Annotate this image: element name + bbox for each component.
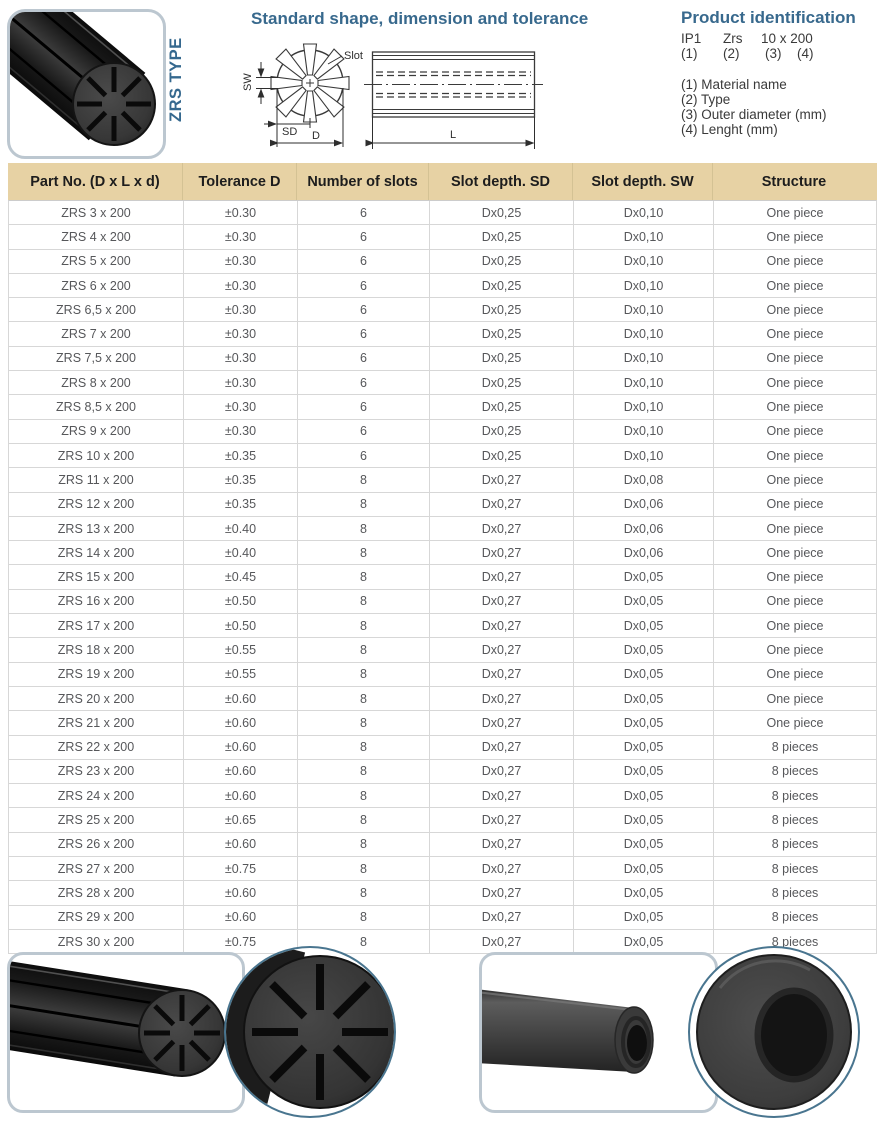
table-cell: ±0.75 xyxy=(184,857,298,880)
table-cell: Dx0,25 xyxy=(430,395,574,418)
column-header: Number of slots xyxy=(297,163,429,200)
table-cell: 8 xyxy=(298,663,430,686)
table-cell: ZRS 15 x 200 xyxy=(9,565,184,588)
photo-panel-slotted-rod xyxy=(7,952,245,1113)
table-row xyxy=(9,201,876,225)
table-row xyxy=(9,322,876,346)
table-row xyxy=(9,517,876,541)
table-cell: Dx0,05 xyxy=(574,906,714,929)
table-cell: ZRS 18 x 200 xyxy=(9,638,184,661)
table-cell: ZRS 25 x 200 xyxy=(9,808,184,831)
table-cell: ZRS 22 x 200 xyxy=(9,736,184,759)
table-cell: 8 pieces xyxy=(771,813,819,828)
table-row xyxy=(9,857,876,881)
table-cell: ZRS 21 x 200 xyxy=(9,711,184,734)
table-cell: ±0.30 xyxy=(184,420,298,443)
table-cell: Dx0,05 xyxy=(574,590,714,613)
tube-end-zoom-photo xyxy=(690,948,858,1116)
table-cell: Dx0,27 xyxy=(430,711,574,734)
table-cell: ±0.35 xyxy=(184,493,298,516)
table-cell: ZRS 24 x 200 xyxy=(9,784,184,807)
table-cell: Dx0,08 xyxy=(574,468,714,491)
table-cell: 8 xyxy=(298,881,430,904)
table-row xyxy=(9,614,876,638)
table-cell: One piece xyxy=(766,400,824,415)
table-cell: Dx0,05 xyxy=(574,784,714,807)
table-cell: One piece xyxy=(766,327,824,342)
table-cell: ±0.55 xyxy=(184,638,298,661)
table-cell: One piece xyxy=(766,351,824,366)
table-cell: 8 xyxy=(298,760,430,783)
table-cell: Dx0,05 xyxy=(574,663,714,686)
table-cell: ZRS 28 x 200 xyxy=(9,881,184,904)
table-cell: 8 xyxy=(298,517,430,540)
table-row xyxy=(9,638,876,662)
table-row xyxy=(9,541,876,565)
table-cell: Dx0,27 xyxy=(430,517,574,540)
table-cell: 6 xyxy=(298,371,430,394)
table-cell: 6 xyxy=(298,420,430,443)
table-cell: Dx0,25 xyxy=(430,444,574,467)
table-cell: Dx0,10 xyxy=(574,250,714,273)
table-cell: ZRS 30 x 200 xyxy=(9,930,184,953)
table-cell: Dx0,27 xyxy=(430,638,574,661)
table-cell: ±0.60 xyxy=(184,833,298,856)
table-cell: One piece xyxy=(766,594,824,609)
table-cell: Dx0,06 xyxy=(574,493,714,516)
table-cell: ZRS 8,5 x 200 xyxy=(9,395,184,418)
table-row xyxy=(9,808,876,832)
table-cell: ZRS 5 x 200 xyxy=(9,250,184,273)
table-cell: 8 xyxy=(298,541,430,564)
spec-table-header xyxy=(8,163,877,200)
table-cell: Dx0,25 xyxy=(430,371,574,394)
table-cell: ZRS 20 x 200 xyxy=(9,687,184,710)
table-cell: 8 xyxy=(298,565,430,588)
table-cell: One piece xyxy=(766,278,824,293)
table-row xyxy=(9,736,876,760)
table-cell: One piece xyxy=(766,667,824,682)
product-photo-box xyxy=(7,9,166,159)
table-cell: 8 pieces xyxy=(771,788,819,803)
table-cell: ±0.40 xyxy=(184,517,298,540)
dim-label-sw: SW xyxy=(242,73,254,91)
table-cell: 8 xyxy=(298,493,430,516)
table-cell: 8 pieces xyxy=(771,910,819,925)
table-cell: 8 pieces xyxy=(771,934,819,949)
table-cell: Dx0,27 xyxy=(430,857,574,880)
table-cell: Dx0,27 xyxy=(430,614,574,637)
table-cell: Dx0,27 xyxy=(430,493,574,516)
dim-label-d: D xyxy=(312,130,320,142)
column-header: Part No. (D x L x d) xyxy=(8,163,183,200)
table-cell: ±0.30 xyxy=(184,395,298,418)
table-cell: ±0.30 xyxy=(184,298,298,321)
table-row xyxy=(9,663,876,687)
table-cell: 8 xyxy=(298,808,430,831)
table-cell: ±0.60 xyxy=(184,881,298,904)
table-cell: ±0.65 xyxy=(184,808,298,831)
table-cell: Dx0,05 xyxy=(574,638,714,661)
table-cell: ±0.40 xyxy=(184,541,298,564)
code-index-2: (2) xyxy=(723,46,740,61)
table-cell: One piece xyxy=(766,642,824,657)
table-cell: Dx0,10 xyxy=(574,395,714,418)
table-cell: 8 xyxy=(298,736,430,759)
table-cell: ±0.75 xyxy=(184,930,298,953)
table-cell: ZRS 4 x 200 xyxy=(9,225,184,248)
table-cell: Dx0,10 xyxy=(574,201,714,224)
table-cell: ±0.30 xyxy=(184,201,298,224)
code-material: IP1 xyxy=(681,31,702,46)
table-cell: One piece xyxy=(766,521,824,536)
table-cell: ZRS 8 x 200 xyxy=(9,371,184,394)
table-cell: Dx0,25 xyxy=(430,225,574,248)
table-cell: One piece xyxy=(766,302,824,317)
table-cell: One piece xyxy=(766,472,824,487)
table-cell: ±0.60 xyxy=(184,687,298,710)
table-row xyxy=(9,274,876,298)
table-cell: ±0.60 xyxy=(184,711,298,734)
table-cell: ZRS 13 x 200 xyxy=(9,517,184,540)
table-cell: ±0.60 xyxy=(184,784,298,807)
table-cell: Dx0,05 xyxy=(574,760,714,783)
table-cell: 8 xyxy=(298,784,430,807)
table-row xyxy=(9,250,876,274)
spec-table xyxy=(8,163,877,954)
identification-code-row xyxy=(681,31,881,46)
table-cell: Dx0,27 xyxy=(430,833,574,856)
table-cell: Dx0,05 xyxy=(574,565,714,588)
table-cell: Dx0,06 xyxy=(574,517,714,540)
table-cell: Dx0,05 xyxy=(574,881,714,904)
table-cell: Dx0,27 xyxy=(430,565,574,588)
slotted-rod-side-photo xyxy=(10,955,242,1110)
table-cell: ZRS 7 x 200 xyxy=(9,322,184,345)
table-cell: Dx0,27 xyxy=(430,541,574,564)
table-row xyxy=(9,444,876,468)
table-cell: 8 xyxy=(298,638,430,661)
table-cell: ±0.60 xyxy=(184,736,298,759)
table-cell: ZRS 14 x 200 xyxy=(9,541,184,564)
table-row xyxy=(9,347,876,371)
table-cell: Dx0,25 xyxy=(430,250,574,273)
table-cell: ±0.30 xyxy=(184,225,298,248)
table-cell: ±0.35 xyxy=(184,444,298,467)
table-cell: 6 xyxy=(298,322,430,345)
table-cell: Dx0,27 xyxy=(430,760,574,783)
table-cell: 6 xyxy=(298,444,430,467)
column-header: Tolerance D xyxy=(183,163,297,200)
spec-table-body xyxy=(8,200,877,954)
table-cell: 6 xyxy=(298,201,430,224)
table-row xyxy=(9,711,876,735)
table-cell: ±0.50 xyxy=(184,614,298,637)
table-cell: Dx0,27 xyxy=(430,808,574,831)
table-row xyxy=(9,565,876,589)
code-size: 10 x 200 xyxy=(761,31,813,46)
table-cell: ZRS 27 x 200 xyxy=(9,857,184,880)
table-cell: One piece xyxy=(766,254,824,269)
table-cell: ZRS 3 x 200 xyxy=(9,201,184,224)
table-cell: Dx0,25 xyxy=(430,347,574,370)
table-cell: Dx0,27 xyxy=(430,881,574,904)
table-cell: Dx0,10 xyxy=(574,371,714,394)
table-cell: 8 xyxy=(298,857,430,880)
zoom-circle-tube-end xyxy=(688,946,860,1118)
legend-line: (1) Material name xyxy=(681,77,787,92)
table-cell: 8 pieces xyxy=(771,885,819,900)
table-row xyxy=(9,906,876,930)
drawing-section-title: Standard shape, dimension and tolerance xyxy=(251,9,589,28)
table-cell: Dx0,27 xyxy=(430,663,574,686)
table-cell: Dx0,25 xyxy=(430,201,574,224)
table-cell: Dx0,10 xyxy=(574,274,714,297)
table-cell: 8 pieces xyxy=(771,740,819,755)
table-row xyxy=(9,833,876,857)
legend-line: (3) Outer diameter (mm) xyxy=(681,107,827,122)
table-cell: 8 xyxy=(298,590,430,613)
table-row xyxy=(9,395,876,419)
table-cell: 6 xyxy=(298,298,430,321)
table-cell: Dx0,05 xyxy=(574,687,714,710)
table-cell: ZRS 19 x 200 xyxy=(9,663,184,686)
table-cell: 8 xyxy=(298,711,430,734)
table-cell: ±0.30 xyxy=(184,371,298,394)
table-cell: Dx0,27 xyxy=(430,687,574,710)
identification-title: Product identification xyxy=(681,8,856,27)
table-cell: ±0.30 xyxy=(184,347,298,370)
table-cell: One piece xyxy=(766,205,824,220)
table-row xyxy=(9,371,876,395)
table-cell: Dx0,05 xyxy=(574,736,714,759)
table-cell: One piece xyxy=(766,448,824,463)
table-cell: One piece xyxy=(766,618,824,633)
table-cell: Dx0,05 xyxy=(574,808,714,831)
table-row xyxy=(9,590,876,614)
table-cell: One piece xyxy=(766,715,824,730)
table-row xyxy=(9,784,876,808)
identification-legend xyxy=(681,77,881,137)
table-cell: ±0.60 xyxy=(184,760,298,783)
table-cell: Dx0,10 xyxy=(574,225,714,248)
table-row xyxy=(9,420,876,444)
table-row xyxy=(9,881,876,905)
table-cell: Dx0,27 xyxy=(430,736,574,759)
slotted-end-zoom-photo xyxy=(226,948,394,1116)
table-cell: ZRS 17 x 200 xyxy=(9,614,184,637)
table-cell: Dx0,10 xyxy=(574,420,714,443)
column-header: Structure xyxy=(761,173,827,190)
table-cell: One piece xyxy=(766,424,824,439)
code-index-1: (1) xyxy=(681,46,698,61)
table-cell: Dx0,05 xyxy=(574,711,714,734)
table-cell: ZRS 9 x 200 xyxy=(9,420,184,443)
slotted-rod-photo xyxy=(10,12,163,156)
table-row xyxy=(9,225,876,249)
table-cell: Dx0,27 xyxy=(430,468,574,491)
photo-panel-tube xyxy=(479,952,718,1113)
table-cell: ±0.35 xyxy=(184,468,298,491)
table-cell: 6 xyxy=(298,347,430,370)
table-cell: Dx0,27 xyxy=(430,930,574,953)
table-cell: Dx0,05 xyxy=(574,930,714,953)
table-cell: ZRS 23 x 200 xyxy=(9,760,184,783)
table-cell: ±0.30 xyxy=(184,250,298,273)
table-cell: ZRS 6 x 200 xyxy=(9,274,184,297)
table-cell: ZRS 12 x 200 xyxy=(9,493,184,516)
column-header: Slot depth. SD xyxy=(429,163,573,200)
table-cell: 6 xyxy=(298,274,430,297)
table-cell: Dx0,25 xyxy=(430,420,574,443)
table-cell: Dx0,10 xyxy=(574,444,714,467)
table-cell: Dx0,06 xyxy=(574,541,714,564)
table-cell: ZRS 16 x 200 xyxy=(9,590,184,613)
table-cell: 8 xyxy=(298,930,430,953)
table-cell: One piece xyxy=(766,497,824,512)
product-identification xyxy=(681,8,881,137)
table-cell: One piece xyxy=(766,229,824,244)
tube-side-photo xyxy=(482,955,715,1110)
table-cell: One piece xyxy=(766,570,824,585)
table-cell: ±0.45 xyxy=(184,565,298,588)
table-row xyxy=(9,760,876,784)
table-cell: Dx0,27 xyxy=(430,784,574,807)
table-cell: 8 pieces xyxy=(771,861,819,876)
legend-line: (4) Lenght (mm) xyxy=(681,122,778,137)
table-cell: 8 xyxy=(298,468,430,491)
table-cell: One piece xyxy=(766,375,824,390)
technical-drawing xyxy=(240,28,552,162)
table-cell: Dx0,25 xyxy=(430,298,574,321)
table-cell: ZRS 29 x 200 xyxy=(9,906,184,929)
table-cell: ZRS 7,5 x 200 xyxy=(9,347,184,370)
dim-label-sd: SD xyxy=(282,126,298,138)
table-cell: Dx0,27 xyxy=(430,590,574,613)
table-cell: Dx0,10 xyxy=(574,298,714,321)
table-cell: Dx0,10 xyxy=(574,322,714,345)
table-row xyxy=(9,298,876,322)
table-cell: 6 xyxy=(298,250,430,273)
zoom-circle-slotted-end xyxy=(224,946,396,1118)
table-cell: ±0.30 xyxy=(184,322,298,345)
table-cell: Dx0,25 xyxy=(430,322,574,345)
identification-index-row xyxy=(681,46,881,61)
table-cell: Dx0,05 xyxy=(574,857,714,880)
dim-label-l: L xyxy=(450,129,457,141)
type-label: ZRS TYPE xyxy=(167,37,185,122)
table-cell: 8 xyxy=(298,687,430,710)
table-cell: One piece xyxy=(766,545,824,560)
table-cell: Dx0,10 xyxy=(574,347,714,370)
table-cell: One piece xyxy=(766,691,824,706)
table-cell: Dx0,25 xyxy=(430,274,574,297)
table-cell: ZRS 11 x 200 xyxy=(9,468,184,491)
table-cell: 8 xyxy=(298,906,430,929)
table-cell: 6 xyxy=(298,225,430,248)
table-cell: ZRS 26 x 200 xyxy=(9,833,184,856)
table-cell: 8 xyxy=(298,833,430,856)
code-index-3: (3) xyxy=(765,46,782,61)
table-cell: 8 pieces xyxy=(771,837,819,852)
table-cell: ±0.30 xyxy=(184,274,298,297)
table-cell: Dx0,05 xyxy=(574,614,714,637)
legend-line: (2) Type xyxy=(681,92,731,107)
table-cell: ±0.55 xyxy=(184,663,298,686)
table-cell: Dx0,05 xyxy=(574,833,714,856)
dim-label-slot: Slot xyxy=(344,50,363,62)
table-cell: ±0.60 xyxy=(184,906,298,929)
table-cell: 6 xyxy=(298,395,430,418)
table-cell: Dx0,27 xyxy=(430,906,574,929)
table-cell: ZRS 10 x 200 xyxy=(9,444,184,467)
table-cell: ±0.50 xyxy=(184,590,298,613)
table-cell: 8 pieces xyxy=(771,764,819,779)
column-header: Slot depth. SW xyxy=(573,163,713,200)
table-row xyxy=(9,468,876,492)
code-index-4: (4) xyxy=(797,46,814,61)
table-row xyxy=(9,493,876,517)
table-row xyxy=(9,687,876,711)
table-cell: ZRS 6,5 x 200 xyxy=(9,298,184,321)
code-type: Zrs xyxy=(723,31,743,46)
table-cell: 8 xyxy=(298,614,430,637)
